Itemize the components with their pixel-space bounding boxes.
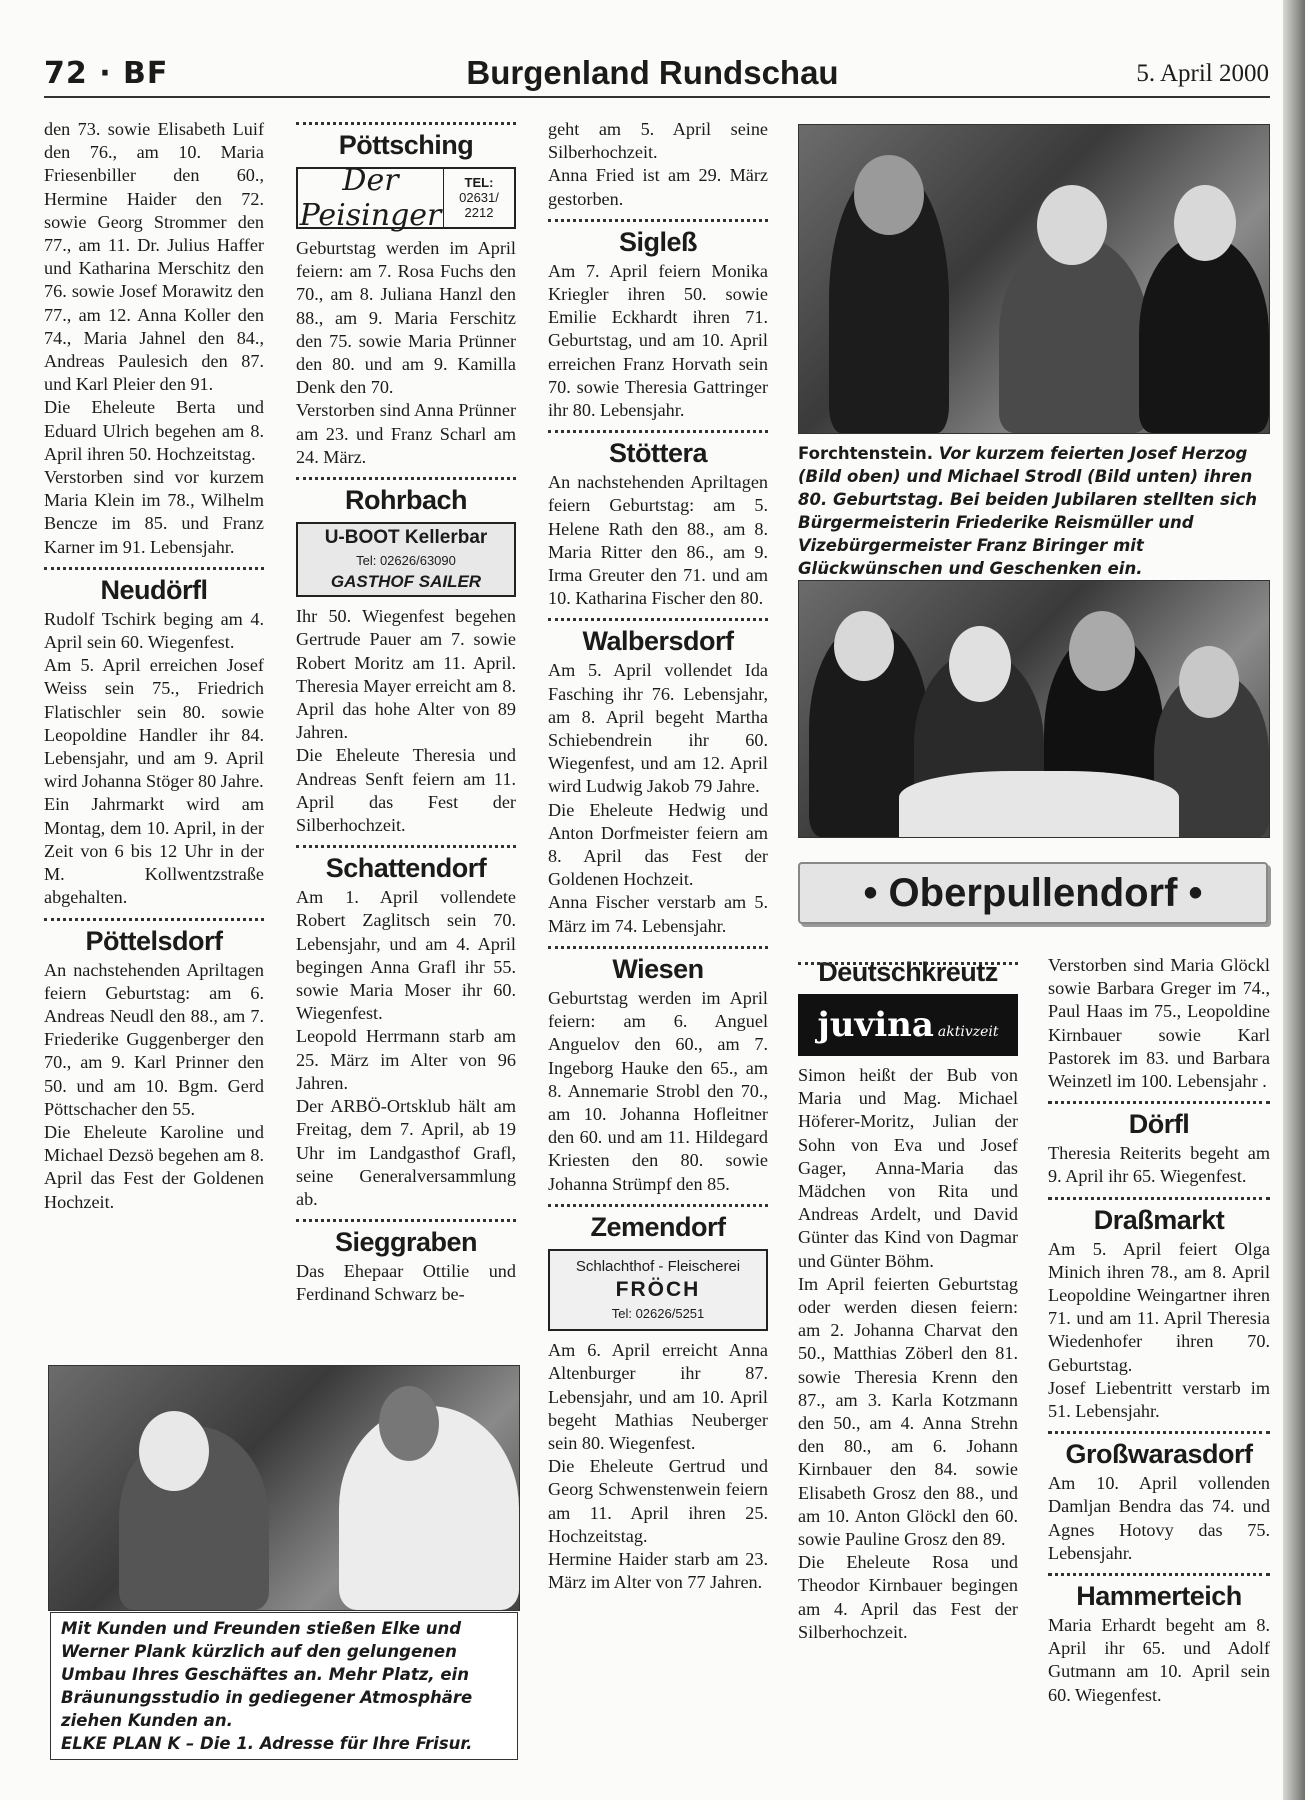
paragraph: Hermine Haider starb am 23. März im Alter von 77 Jahren.	[548, 1548, 768, 1593]
dotted-separator	[1048, 1197, 1270, 1200]
dotted-separator	[44, 918, 264, 921]
header-rule	[44, 96, 1270, 98]
heading-drassmarkt: Draßmarkt	[1093, 1204, 1225, 1235]
paragraph: An nachstehenden Apriltagen feiern Geburtstag: am 6. Andreas Neudl den 88., am 7. Friederike Guggenberger den 70., am 9. Karl Prinner den 50. und am 10. Bgm. Gerd Pöttschacher den 55.	[44, 959, 264, 1119]
column-3	[548, 118, 768, 1594]
heading-hammerteich: Hammerteich	[1076, 1581, 1242, 1612]
ad-uboot-kellerbar: U-BOOT Kellerbar Tel: 02626/63090 GASTHOF SAILER	[296, 522, 516, 597]
paragraph: Der ARBÖ-Ortsklub hält am Freitag, dem 7. April, ab 19 Uhr im Landgasthof Grafl, seine Generalversammlung ab.	[296, 1096, 516, 1209]
photo-elke-plank-salon	[48, 1365, 520, 1611]
paragraph: Verstorben sind Anna Prünner am 23. und Franz Scharl am 24. März.	[296, 400, 516, 467]
paragraph: Im April feierten Geburtstag oder werden diesen feiern: am 2. Johanna Charvat den 50., Matthias Zöberl den 81. sowie Theresia Krenn den 87., am 3. Karla Kotzmann den 50., am 4. Anna Strehn den 80., am 6. Johann Kirnbauer den 84. sowie Elisabeth Grosz den 88., und am 10. Anton Glöckl den 60. sowie Pauline Grosz den 89.	[798, 1273, 1018, 1550]
paragraph: Am 6. April erreicht Anna Altenburger ihr 87. Lebensjahr, und am 10. April begeht Mathias Neuberger sein 80. Wiegenfest.	[548, 1340, 768, 1453]
paragraph: Die Eheleute Rosa und Theodor Kirnbauer begingen am 4. April das Fest der Silberhochzeit.	[798, 1552, 1018, 1642]
paragraph: Anna Fischer verstarb am 5. März im 74. Lebensjahr.	[548, 892, 768, 936]
paragraph: Am 5. April vollendet Ida Fasching ihr 76. Lebensjahr, am 8. April begeht Martha Schiebendrein ihr 60. Wiegenfest, und am 12. April wird Ludwig Jakob 79 Jahre.	[548, 660, 768, 797]
paragraph: Verstorben sind vor kurzem Maria Klein im 78., Wilhelm Bencze im 85. und Franz Karner im 91. Lebensjahr.	[44, 467, 264, 557]
paragraph: Rudolf Tschirk beging am 4. April sein 60. Wiegenfest.	[44, 608, 264, 653]
peisinger-phone: TEL: 02631/ 2212	[459, 175, 499, 220]
photo-caption-elke-plank: Mit Kunden und Freunden stießen Elke und Werner Plank kürzlich auf den gelungenen Umbau Ihres Geschäftes an. Mehr Platz, ein Bräunungsstudio in gediegener Atmosphäre ziehen Kunden an. ELKE PLAN K – Die 1. Adresse für Ihre Frisur.	[50, 1612, 518, 1760]
column-5-oberpullendorf	[1048, 954, 1270, 1707]
heading-grosswarasdorf: Großwarasdorf	[1065, 1439, 1253, 1470]
heading-doerfl: Dörfl	[1128, 1109, 1190, 1140]
column-1	[44, 118, 264, 1214]
paragraph: Die Eheleute Berta und Eduard Ulrich begehen am 8. April ihren 50. Hochzeitstag.	[44, 397, 264, 464]
paragraph: Die Eheleute Gertrud und Georg Schwenstenwein feiern am 11. April ihren 25. Hochzeitstag.	[548, 1456, 768, 1546]
paragraph: Josef Liebentritt verstarb im 51. Lebensjahr.	[1048, 1377, 1270, 1422]
photo-caption-forchtenstein: Forchtenstein. Vor kurzem feierten Josef Herzog (Bild oben) und Michael Strodl (Bild unten) ihren 80. Geburtstag. Bei beiden Jubilaren stellten sich Bürgermeisterin Friederike Reismüller und Vizebürgermeister Franz Biringer mit Glückwünschen und Geschenken ein.	[798, 444, 1258, 578]
paragraph: Am 10. April vollenden Damljan Bendra das 74. und Agnes Hotovy das 75. Lebensjahr.	[1048, 1473, 1270, 1563]
paragraph: Verstorben sind Maria Glöckl sowie Barbara Greger im 74., Paul Haas im 75., Leopoldine Kirnbauer sowie Karl Pastorek im 83. und Barbara Weinzetl im 100. Lebensjahr .	[1048, 955, 1270, 1092]
paragraph: Ihr 50. Wiegenfest begehen Gertrude Pauer am 7. sowie Robert Moritz am 11. April. Theresia Mayer erreicht am 8. April das hohe Alter von 89 Jahren.	[296, 606, 516, 743]
paragraph: Am 5. April erreichen Josef Weiss sein 75., Friedrich Flatischler sein 80. sowie Leopoldine Handler ihr 84. Lebensjahr, und am 9. April wird Johanna Stöger 80 Jahre.	[44, 655, 264, 792]
heading-stoettera: Stöttera	[608, 438, 707, 469]
column-4-oberpullendorf	[798, 954, 1018, 1644]
paragraph: Ein Jahrmarkt wird am Montag, dem 10. April, in der Zeit von 6 bis 12 Uhr in der M. Kollwentzstraße abgehalten.	[44, 794, 264, 908]
heading-rohrbach: Rohrbach	[344, 485, 467, 516]
paragraph: den 73. sowie Elisabeth Luif den 76., am 10. Maria Friesenbiller den 60., Hermine Haider den 72. sowie Georg Strommer den 77., am 11. Dr. Julius Haffer und Katharina Merschitz den 76. sowie Josef Morawitz den 77., am 12. Anna Koller den 74., Maria Jahnel den 84., Andreas Paulesich den 87. und Karl Pleier den 91.	[44, 119, 264, 395]
dotted-separator	[296, 845, 516, 848]
page-number: 72 · BF	[44, 56, 169, 91]
paragraph: Am 1. April vollendete Robert Zaglitsch sein 70. Lebensjahr, und am 4. April begingen Anna Grafl ihr 55. sowie Maria Moser ihr 60. Wiegenfest.	[296, 887, 516, 1024]
paragraph: Theresia Reiterits begeht am 9. April ihr 65. Wiegenfest.	[1048, 1143, 1270, 1187]
dotted-separator	[296, 122, 516, 125]
paragraph: Geburtstag werden im April feiern: am 7. Rosa Fuchs den 70., am 8. Juliana Hanzl den 88., am 9. Maria Ferschitz den 75. sowie Maria Prünner den 80. und am 9. Kamilla Denk den 70.	[296, 238, 516, 398]
paragraph: Leopold Herrmann starb am 25. März im Alter von 96 Jahren.	[296, 1026, 516, 1093]
heading-poettelsdorf: Pöttelsdorf	[85, 925, 223, 956]
ad-peisinger	[296, 163, 516, 233]
paragraph: Anna Fried ist am 29. März gestorben.	[548, 165, 768, 209]
dotted-separator	[1048, 1431, 1270, 1434]
dotted-separator	[548, 946, 768, 949]
paragraph: Die Eheleute Theresia und Andreas Senft feiern am 11. April das Fest der Silberhochzeit.	[296, 745, 516, 836]
peisinger-logo: Der Peisinger	[298, 169, 444, 227]
paragraph: Maria Erhardt begeht am 8. April ihr 65. und Adolf Gutmann am 10. April sein 60. Wiegenfest.	[1048, 1615, 1270, 1705]
dotted-separator	[1048, 1573, 1270, 1576]
heading-wiesen: Wiesen	[612, 953, 704, 984]
issue-date: 5. April 2000	[1136, 60, 1269, 87]
paragraph: Geburtstag werden im April feiern: am 6. Anguel Anguelov den 60., am 7. Ingeborg Hauke den 65., am 8. Annemarie Strobl den 70., am 10. Johanna Hofleitner den 60. und am 11. Hildegard Kriesten den 80. sowie Johanna Strümpf den 85.	[548, 987, 768, 1194]
heading-sieggraben: Sieggraben	[334, 1227, 478, 1258]
dotted-separator	[548, 430, 768, 433]
column-2	[296, 118, 516, 1307]
dotted-separator	[296, 477, 516, 480]
heading-schattendorf: Schattendorf	[325, 853, 487, 884]
paragraph: geht am 5. April seine Silberhochzeit.	[548, 119, 768, 163]
heading-walbersdorf: Walbersdorf	[582, 626, 734, 657]
heading-poettsching: Pöttsching	[338, 130, 474, 160]
paragraph: An nachstehenden Apriltagen feiern Geburtstag: am 5. Helene Rath den 88., am 8. Maria Ritter den 86., am 9. Irma Greuter den 71. und am 10. Katharina Fischer den 80.	[548, 472, 768, 609]
ad-froech-fleischerei: Schlachthof - Fleischerei FRÖCH Tel: 02626/5251	[548, 1249, 768, 1331]
section-banner-oberpullendorf: • Oberpullendorf •	[798, 862, 1268, 924]
paragraph: Am 5. April feiert Olga Minich ihren 78., am 8. April Leopoldine Weingartner ihren 71. und am 11. April Theresia Wiedenhofer ihren 70. Geburtstag.	[1048, 1238, 1270, 1375]
heading-deutschkreutz: Deutschkreutz	[818, 957, 998, 987]
page-edge-shadow	[1283, 0, 1305, 1800]
heading-neudoerfl: Neudörfl	[100, 574, 208, 605]
paragraph: Die Eheleute Karoline und Michael Dezsö begehen am 8. April das Fest der Goldenen Hochzeit.	[44, 1121, 264, 1212]
photo-forchtenstein-herzog	[798, 124, 1270, 434]
dotted-separator	[548, 618, 768, 621]
dotted-separator	[548, 1204, 768, 1207]
dotted-separator	[1048, 1101, 1270, 1104]
paragraph: Simon heißt der Bub von Maria und Mag. Michael Höferer-Moritz, Julian der Sohn von Eva und Josef Gager, Anna-Maria das Mädchen von Rita und Andreas Ardelt, und David Günter das Kind von Dagmar und Günter Böhm.	[798, 1065, 1018, 1271]
dotted-separator	[548, 219, 768, 222]
heading-zemendorf: Zemendorf	[590, 1211, 726, 1242]
dotted-separator	[44, 567, 264, 570]
dotted-separator	[296, 1219, 516, 1222]
photo-forchtenstein-strodl	[798, 580, 1270, 838]
newspaper-title: Burgenland Rundschau	[466, 54, 839, 91]
ad-juvina: juvina aktivzeit	[798, 994, 1018, 1056]
dotted-separator	[798, 962, 1018, 965]
heading-sigless: Sigleß	[618, 226, 697, 257]
paragraph: Am 7. April feiern Monika Kriegler ihren 50. sowie Emilie Eckhardt ihren 71. Geburtstag, und am 10. April erreichen Franz Horvath sein 70. sowie Theresia Gattringer ihr 80. Lebensjahr.	[548, 260, 768, 421]
paragraph: Die Eheleute Hedwig und Anton Dorfmeister feiern am 8. April das Fest der Goldenen Hochzeit.	[548, 799, 768, 890]
paragraph: Das Ehepaar Ottilie und Ferdinand Schwarz be-	[296, 1261, 516, 1305]
